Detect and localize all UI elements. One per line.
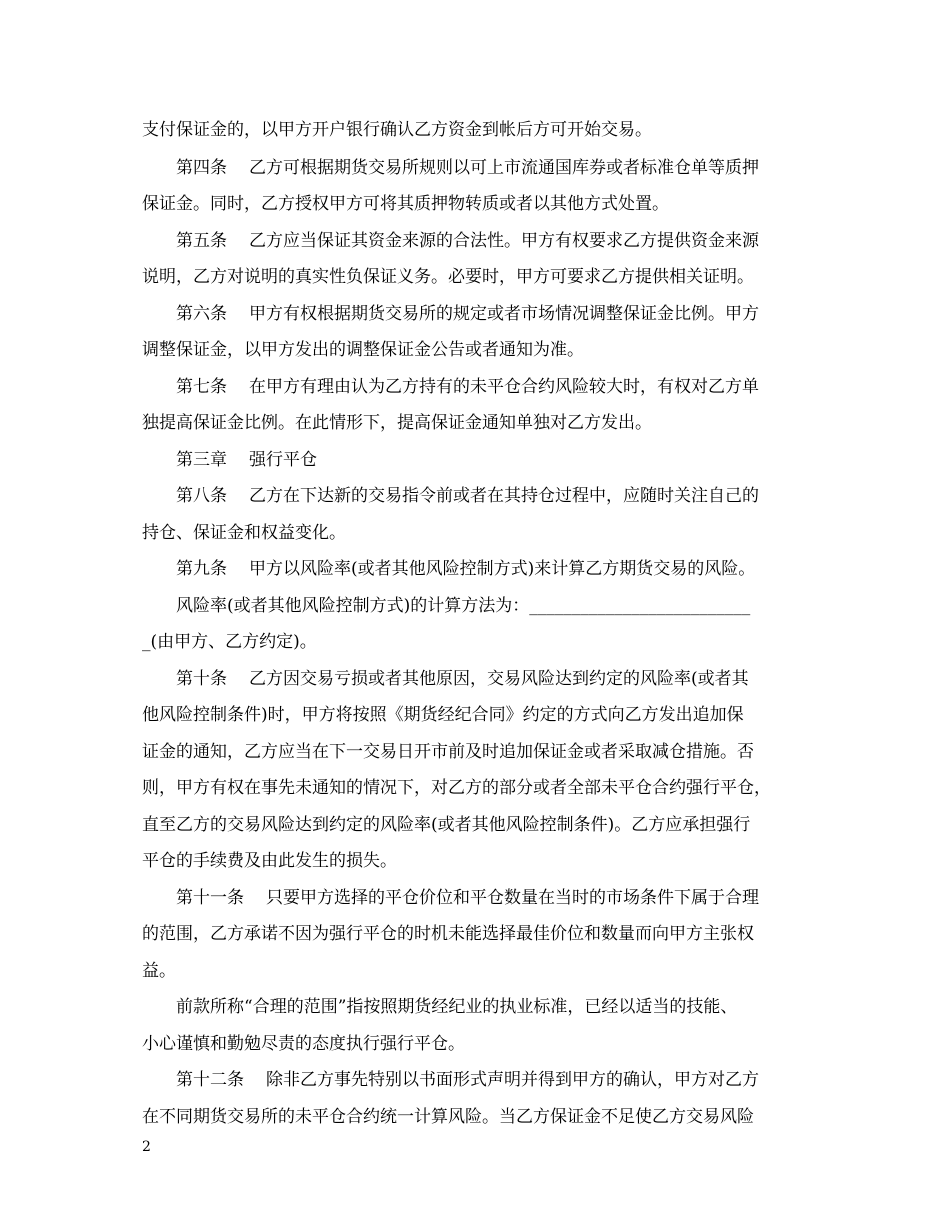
article-10-line: 第十条 乙方因交易亏损或者其他原因，交易风险达到约定的风险率(或者其 [176,669,749,689]
article-heading: 第九条 [176,559,227,579]
article-8-line: 第八条 乙方在下达新的交易指令前或者在其持仓过程中，应随时关注自己的 [176,486,759,506]
article-heading: 第十条 [176,669,227,689]
chapter-heading: 第三章 [176,450,227,470]
text-line: 风险率(或者其他风险控制方式)的计算方法为：__________________________ [176,596,751,616]
article-heading: 第五条 [176,231,227,251]
article-heading: 第七条 [176,377,227,397]
article-5-line: 第五条 乙方应当保证其资金来源的合法性。甲方有权要求乙方提供资金来源 [176,231,759,251]
article-heading: 第十一条 [176,888,244,908]
article-12-line: 第十二条 除非乙方事先特别以书面形式声明并得到甲方的确认，甲方对乙方 [176,1070,759,1090]
text-line: 保证金。同时，乙方授权甲方可将其质押物转质或者以其他方式处置。 [142,194,669,214]
text-line: _(由甲方、乙方约定)。 [142,632,317,652]
article-4-line: 第四条 乙方可根据期货交易所规则以可上市流通国库券或者标准仓单等质押 [176,158,759,178]
text-line: 平仓的手续费及由此发生的损失。 [142,851,397,871]
text-line: 的范围，乙方承诺不因为强行平仓的时机未能选择最佳价位和数量而向甲方主张权 [142,924,754,944]
text-line: 益。 [142,961,176,981]
text-line: 证金的通知，乙方应当在下一交易日开市前及时追加保证金或者采取减仓措施。否 [142,742,754,762]
page-number: 2 [142,1139,151,1155]
chapter-3-heading: 第三章 强行平仓 [176,450,317,470]
article-heading: 第四条 [176,158,227,178]
text-line: 说明，乙方对说明的真实性负保证义务。必要时，甲方可要求乙方提供相关证明。 [142,267,754,287]
text-line: 持仓、保证金和权益变化。 [142,523,346,543]
text-line: 则，甲方有权在事先未通知的情况下，对乙方的部分或者全部未平仓合约强行平仓， [142,778,771,798]
article-7-line: 第七条 在甲方有理由认为乙方持有的未平仓合约风险较大时，有权对乙方单 [176,377,759,397]
text-line: 独提高保证金比例。在此情形下，提高保证金通知单独对乙方发出。 [142,413,652,433]
article-heading: 第十二条 [176,1070,244,1090]
text-line: 支付保证金的，以甲方开户银行确认乙方资金到帐后方可开始交易。 [142,120,652,140]
article-heading: 第六条 [176,304,227,324]
article-6-line: 第六条 甲方有权根据期货交易所的规定或者市场情况调整保证金比例。甲方 [176,304,759,324]
text-line: 小心谨慎和勤勉尽责的态度执行强行平仓。 [142,1034,465,1054]
article-heading: 第八条 [176,486,227,506]
text-line: 他风险控制条件)时，甲方将按照《期货经纪合同》约定的方式向乙方发出追加保 [142,705,744,725]
article-11-line: 第十一条 只要甲方选择的平仓价位和平仓数量在当时的市场条件下属于合理 [176,888,759,908]
article-9-line: 第九条 甲方以风险率(或者其他风险控制方式)来计算乙方期货交易的风险。 [176,559,756,579]
text-line: 调整保证金，以甲方发出的调整保证金公告或者通知为准。 [142,340,584,360]
text-line: 直至乙方的交易风险达到约定的风险率(或者其他风险控制条件)。乙方应承担强行 [142,815,751,835]
text-line: 前款所称“合理的范围”指按照期货经纪业的执业标准，已经以适当的技能、 [176,997,738,1017]
text-line: 在不同期货交易所的未平仓合约统一计算风险。当乙方保证金不足使乙方交易风险 [142,1107,754,1127]
